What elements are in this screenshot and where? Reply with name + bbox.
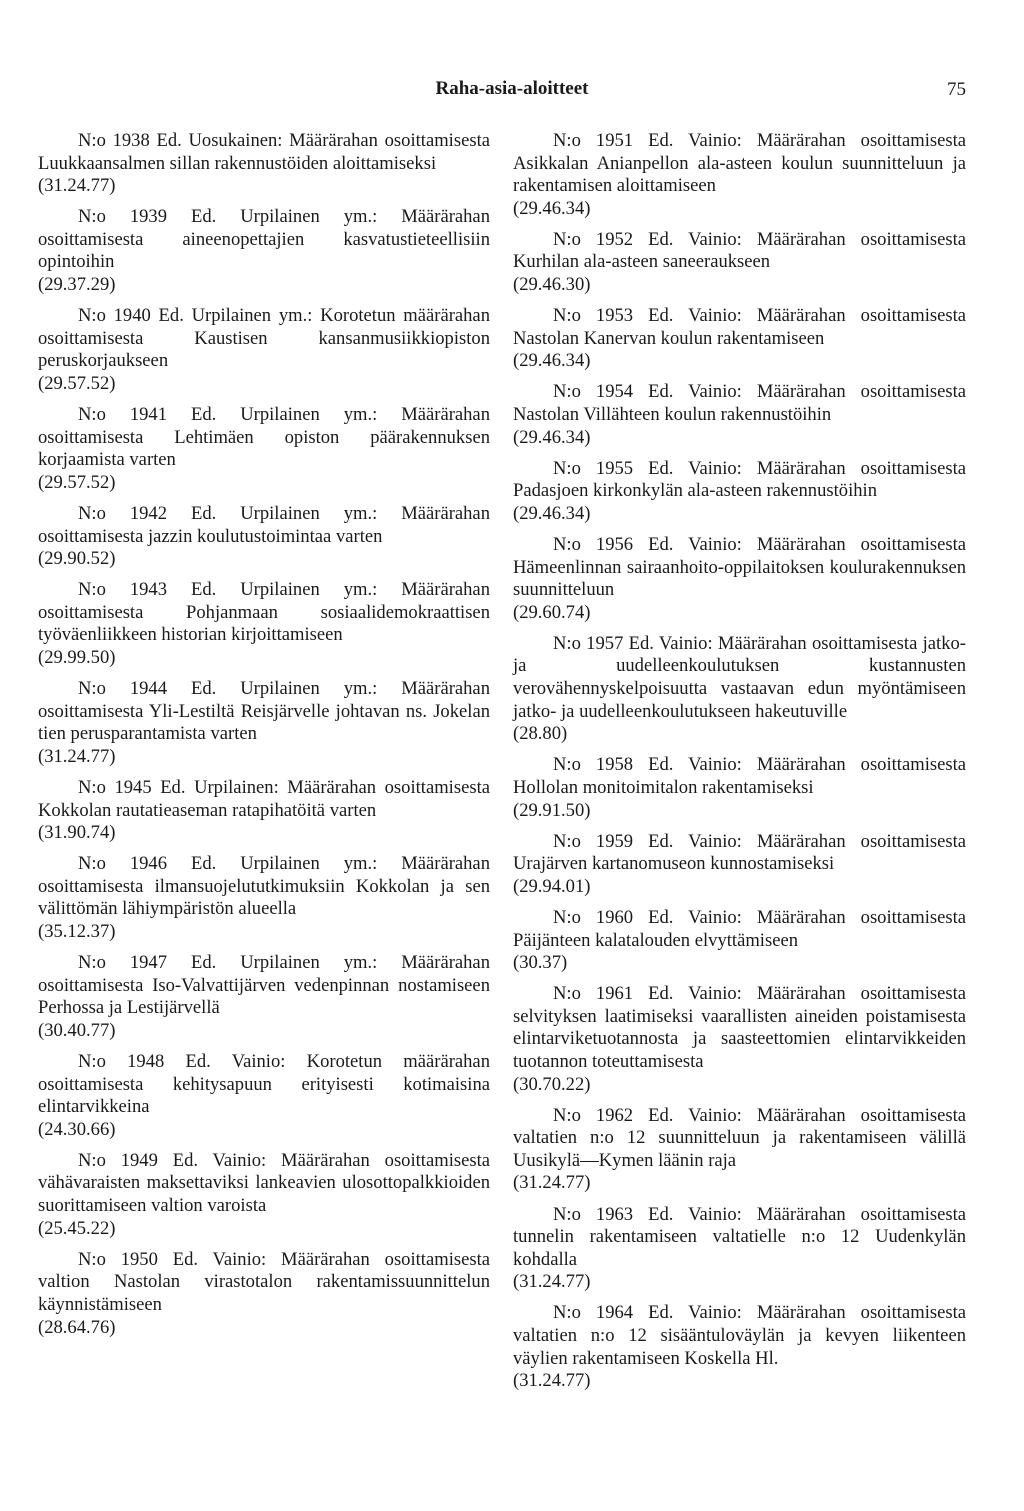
budget-reference: (31.24.77) [513, 1271, 591, 1293]
motion-entry [513, 907, 966, 975]
budget-reference: (29.90.52) [38, 548, 116, 570]
motion-entry [513, 754, 966, 822]
budget-reference: (29.94.01) [513, 875, 591, 897]
budget-reference: (29.46.34) [513, 426, 591, 448]
running-title: Raha-asia-aloitteet [435, 78, 589, 99]
budget-reference: (29.46.30) [513, 274, 591, 296]
budget-reference: (29.57.52) [38, 372, 116, 394]
motion-text: N:o 1957 Ed. Vainio: Määrärahan osoittamisesta jatko- ja uudelleenkoulutuksen kustannusten verovähennyskelpoisuutta vastaavan edun myöntämiseen jatko- ja uudelleenkoulutukseen hakeutuville [513, 632, 966, 722]
motion-entry [513, 983, 966, 1096]
motion-text: N:o 1962 Ed. Vainio: Määrärahan osoittamisesta valtatien n:o 12 suunnitteluun ja rakentamiseen välillä Uusikylä—Kymen läänin raja [513, 1104, 966, 1171]
motion-entry [513, 534, 966, 624]
motion-entry [38, 678, 490, 768]
motion-entry [513, 130, 966, 220]
motion-text: N:o 1953 Ed. Vainio: Määrärahan osoittamisesta Nastolan Kanervan koulun rakentamiseen [513, 305, 966, 349]
motion-text: N:o 1941 Ed. Urpilainen ym.: Määrärahan osoittamisesta Lehtimäen opiston päärakennuksen korjaamista varten [38, 404, 490, 471]
motion-text: N:o 1960 Ed. Vainio: Määrärahan osoittamisesta Päijänteen kalatalouden elvyttämiseen [513, 906, 966, 951]
budget-reference: (29.91.50) [513, 799, 591, 821]
budget-reference: (35.12.37) [38, 921, 116, 942]
motion-text: N:o 1945 Ed. Urpilainen: Määrärahan osoittamisesta Kokkolan rautatieaseman ratapihatöitä varten [38, 776, 490, 821]
motion-text: N:o 1952 Ed. Vainio: Määrärahan osoittamisesta Kurhilan ala-asteen saneeraukseen [513, 228, 966, 273]
motion-entry [38, 777, 490, 845]
budget-reference: (31.90.74) [38, 822, 116, 844]
motion-text: N:o 1958 Ed. Vainio: Määrärahan osoittamisesta Hollolan monitoimitalon rakentamiseksi [513, 754, 966, 798]
motion-entry [38, 1249, 490, 1339]
motion-text: N:o 1947 Ed. Urpilainen ym.: Määrärahan osoittamisesta Iso-Valvattijärven vedenpinnan nostamiseen Perhossa ja Lestijärvellä [38, 952, 490, 1019]
motion-text: N:o 1950 Ed. Vainio: Määrärahan osoittamisesta valtion Nastolan virastotalon rakentamissuunnittelun käynnistämiseen [38, 1248, 490, 1315]
budget-reference: (30.37) [513, 952, 568, 974]
motion-entry [38, 206, 490, 296]
budget-reference: (28.64.76) [38, 1316, 116, 1338]
budget-reference: (29.46.34) [513, 197, 591, 219]
budget-reference: (29.99.50) [38, 646, 116, 668]
budget-reference: (30.70.22) [513, 1073, 591, 1095]
motion-entry [513, 381, 966, 449]
motion-text: N:o 1948 Ed. Vainio: Korotetun määrärahan osoittamisesta kehitysapuun erityisesti kotimaisina elintarvikkeina [38, 1050, 490, 1118]
motion-text: N:o 1961 Ed. Vainio: Määrärahan osoittamisesta selvityksen laatimiseksi vaarallisten aineiden poistamisesta elintarviketuotannosta ja saasteettomien elintarvikkeiden tuotannon toteuttamisesta [513, 983, 966, 1072]
budget-reference: (28.80) [513, 723, 568, 745]
motion-entry [513, 831, 966, 899]
motion-text: N:o 1956 Ed. Vainio: Määrärahan osoittamisesta Hämeenlinnan sairaanhoito-oppilaitoksen koulurakennuksen suunnitteluun [513, 534, 966, 601]
budget-reference: (24.30.66) [38, 1118, 116, 1140]
motion-text: N:o 1964 Ed. Vainio: Määrärahan osoittamisesta valtatien n:o 12 sisääntuloväylän ja kevyen liikenteen väylien rakentamiseen Koskella Hl. [513, 1302, 966, 1369]
motion-text: N:o 1946 Ed. Urpilainen ym.: Määrärahan osoittamisesta ilmansuojelututkimuksiin Kokkolan ja sen välittömän lähiympäristön alueella [38, 853, 490, 920]
motion-entry [38, 305, 490, 395]
budget-reference: (31.24.77) [38, 745, 116, 767]
left-column [38, 130, 490, 1348]
budget-reference: (29.46.34) [513, 502, 591, 524]
motion-entry [38, 952, 490, 1042]
motion-entry [513, 229, 966, 297]
motion-entry [38, 579, 490, 669]
motion-entry [513, 305, 966, 373]
motion-entry [38, 1150, 490, 1240]
motion-text: N:o 1940 Ed. Urpilainen ym.: Korotetun määrärahan osoittamisesta Kaustisen kansanmusiikkiopiston peruskorjaukseen [38, 305, 490, 372]
motion-text: N:o 1944 Ed. Urpilainen ym.: Määrärahan osoittamisesta Yli-Lestiltä Reisjärvelle johtavan ns. Jokelan tien perusparantamista varten [38, 678, 490, 745]
budget-reference: (30.40.77) [38, 1019, 116, 1041]
motion-entry [38, 1051, 490, 1141]
motion-text: N:o 1959 Ed. Vainio: Määrärahan osoittamisesta Urajärven kartanomuseon kunnostamiseksi [513, 830, 966, 875]
motion-entry [513, 1105, 966, 1195]
page-number: 75 [947, 79, 966, 100]
motion-text: N:o 1963 Ed. Vainio: Määrärahan osoittamisesta tunnelin rakentamiseen valtatielle n:o 12 Uudenkylän kohdalla [513, 1203, 966, 1270]
motion-text: N:o 1951 Ed. Vainio: Määrärahan osoittamisesta Asikkalan Anianpellon ala-asteen koulun suunnitteluun ja rakentamisen aloittamiseen [513, 130, 966, 197]
motion-text: N:o 1938 Ed. Uosukainen: Määrärahan osoittamisesta Luukkaansalmen sillan rakennustöiden aloittamiseksi [38, 130, 490, 174]
budget-reference: (29.46.34) [513, 350, 591, 372]
motion-entry [38, 853, 490, 943]
motion-entry [38, 130, 490, 198]
budget-reference: (29.60.74) [513, 601, 591, 623]
motion-text: N:o 1943 Ed. Urpilainen ym.: Määrärahan osoittamisesta Pohjanmaan sosiaalidemokraattisen työväenliikkeen historian kirjoittamiseen [38, 579, 490, 646]
motion-text: N:o 1954 Ed. Vainio: Määrärahan osoittamisesta Nastolan Villähteen koulun rakennustöihin [513, 381, 966, 426]
budget-reference: (31.24.77) [38, 175, 116, 197]
motion-entry [513, 1302, 966, 1392]
budget-reference: (29.57.52) [38, 471, 116, 493]
motion-text: N:o 1955 Ed. Vainio: Määrärahan osoittamisesta Padasjoen kirkonkylän ala-asteen rakennustöihin [513, 457, 966, 502]
motion-entry [513, 1204, 966, 1294]
motion-entry [513, 633, 966, 746]
motion-text: N:o 1949 Ed. Vainio: Määrärahan osoittamisesta vähävaraisten maksettaviksi lankeavien ulosottopalkkioiden suorittamiseen valtion varoista [38, 1149, 490, 1217]
budget-reference: (25.45.22) [38, 1217, 116, 1239]
motion-entry [38, 503, 490, 571]
right-column [513, 130, 966, 1401]
motion-entry [38, 404, 490, 494]
budget-reference: (31.24.77) [513, 1172, 591, 1194]
motion-text: N:o 1939 Ed. Urpilainen ym.: Määrärahan osoittamisesta aineenopettajien kasvatustieteellisiin opintoihin [38, 206, 490, 273]
budget-reference: (29.37.29) [38, 274, 116, 296]
motion-text: N:o 1942 Ed. Urpilainen ym.: Määrärahan osoittamisesta jazzin koulutustoimintaa varten [38, 502, 490, 547]
motion-entry [513, 458, 966, 526]
budget-reference: (31.24.77) [513, 1370, 591, 1392]
